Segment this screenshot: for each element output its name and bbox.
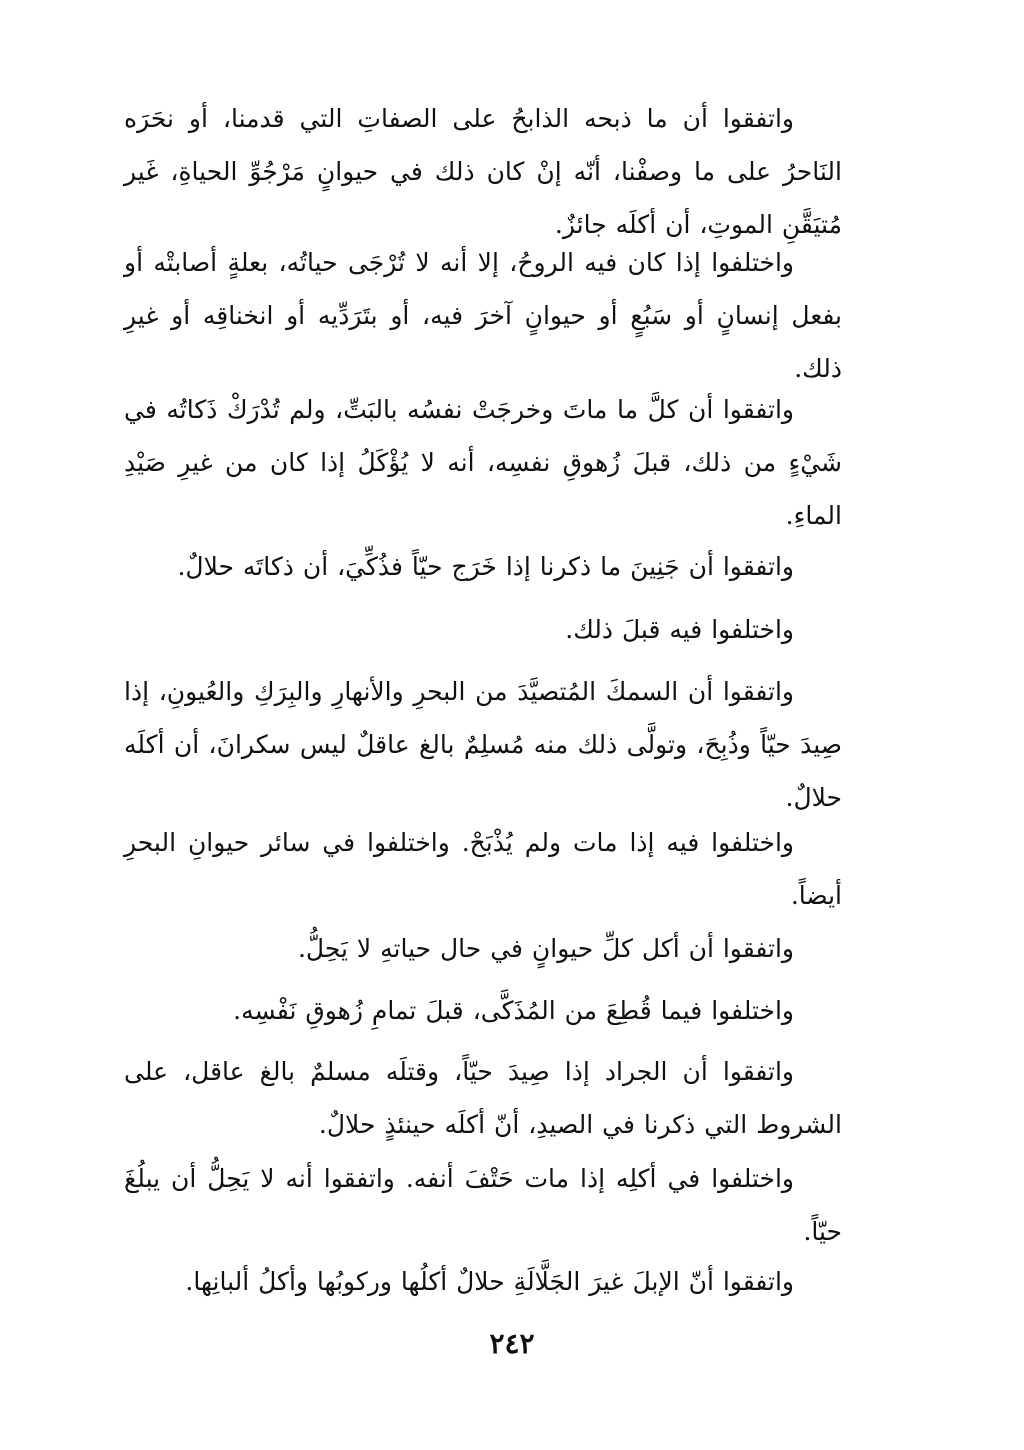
paragraph-3: واتفقوا أن كلَّ ما ماتَ وخرجَتْ نفسُه بالبَتِّ، ولم تُدْرَكْ ذَكاتُه في شَيْءٍ من ذلك، قبلَ زُهوقِ نفسِه، أنه لا يُؤْكَلُ إذا كان من غيرِ صَيْدِ الماءِ. bbox=[124, 395, 842, 530]
paragraph-11: واختلفوا في أكلِه إذا مات حَتْفَ أنفه. واتفقوا أنه لا يَحِلُّ أن يبلُغَ حيّاً. bbox=[124, 1164, 842, 1246]
paragraph-12: واتفقوا أنّ الإبلَ غيرَ الجَلَّالَةِ حلالٌ أكلُها وركوبُها وأكلُ ألبانِها. bbox=[185, 1267, 794, 1296]
paragraph-1: واتفقوا أن ما ذبحه الذابحُ على الصفاتِ التي قدمنا، أو نحَرَه النَاحرُ على ما وصفْنا، أنّه إنْ كان ذلك في حيوانٍ مَرْجُوِّ الحياةِ، غَير مُتيَقَّنِ الموتِ، أن أكلَه جائزٌ. bbox=[124, 104, 842, 239]
paragraph-8: واتفقوا أن أكل كلِّ حيوانٍ في حال حياتهِ لا يَحِلُّ. bbox=[297, 934, 794, 963]
paragraph-2: واختلفوا إذا كان فيه الروحُ، إلا أنه لا تُرْجَى حياتُه، بعلةٍ أصابتْه أو بفعل إنسانٍ أو سَبُعٍ أو حيوانٍ آخرَ فيه، أو بتَرَدِّيه أو انخناقِه أو غيرِ ذلك. bbox=[124, 248, 842, 383]
paragraph-9: واختلفوا فيما قُطِعَ من المُذَكَّى، قبلَ تمامِ زُهوقِ نَفْسِه. bbox=[233, 996, 794, 1025]
paragraph-4: واتفقوا أن جَنِينَ ما ذكرنا إذا خَرَج حيّاً فذُكِّيَ، أن ذكاتَه حلالٌ. bbox=[177, 552, 794, 581]
page-number: ٢٤٢ bbox=[489, 1327, 535, 1360]
paragraph-6: واتفقوا أن السمكَ المُتصيَّدَ من البحرِ والأنهارِ والبِرَكِ والعُيونِ، إذا صِيدَ حيّاً وذُبِحَ، وتولَّى ذلك منه مُسلِمٌ بالغ عاقلٌ ليس سكرانَ، أن أكلَه حلالٌ. bbox=[124, 677, 842, 812]
paragraph-5: واختلفوا فيه قبلَ ذلك. bbox=[565, 615, 794, 644]
paragraph-7: واختلفوا فيه إذا مات ولم يُذْبَحْ. واختلفوا في سائر حيوانِ البحرِ أيضاً. bbox=[124, 828, 842, 910]
paragraph-10: واتفقوا أن الجراد إذا صِيدَ حيّاً، وقتلَه مسلمٌ بالغ عاقل، على الشروط التي ذكرنا في الصيدِ، أنّ أكلَه حينئذٍ حلالٌ. bbox=[124, 1057, 842, 1139]
